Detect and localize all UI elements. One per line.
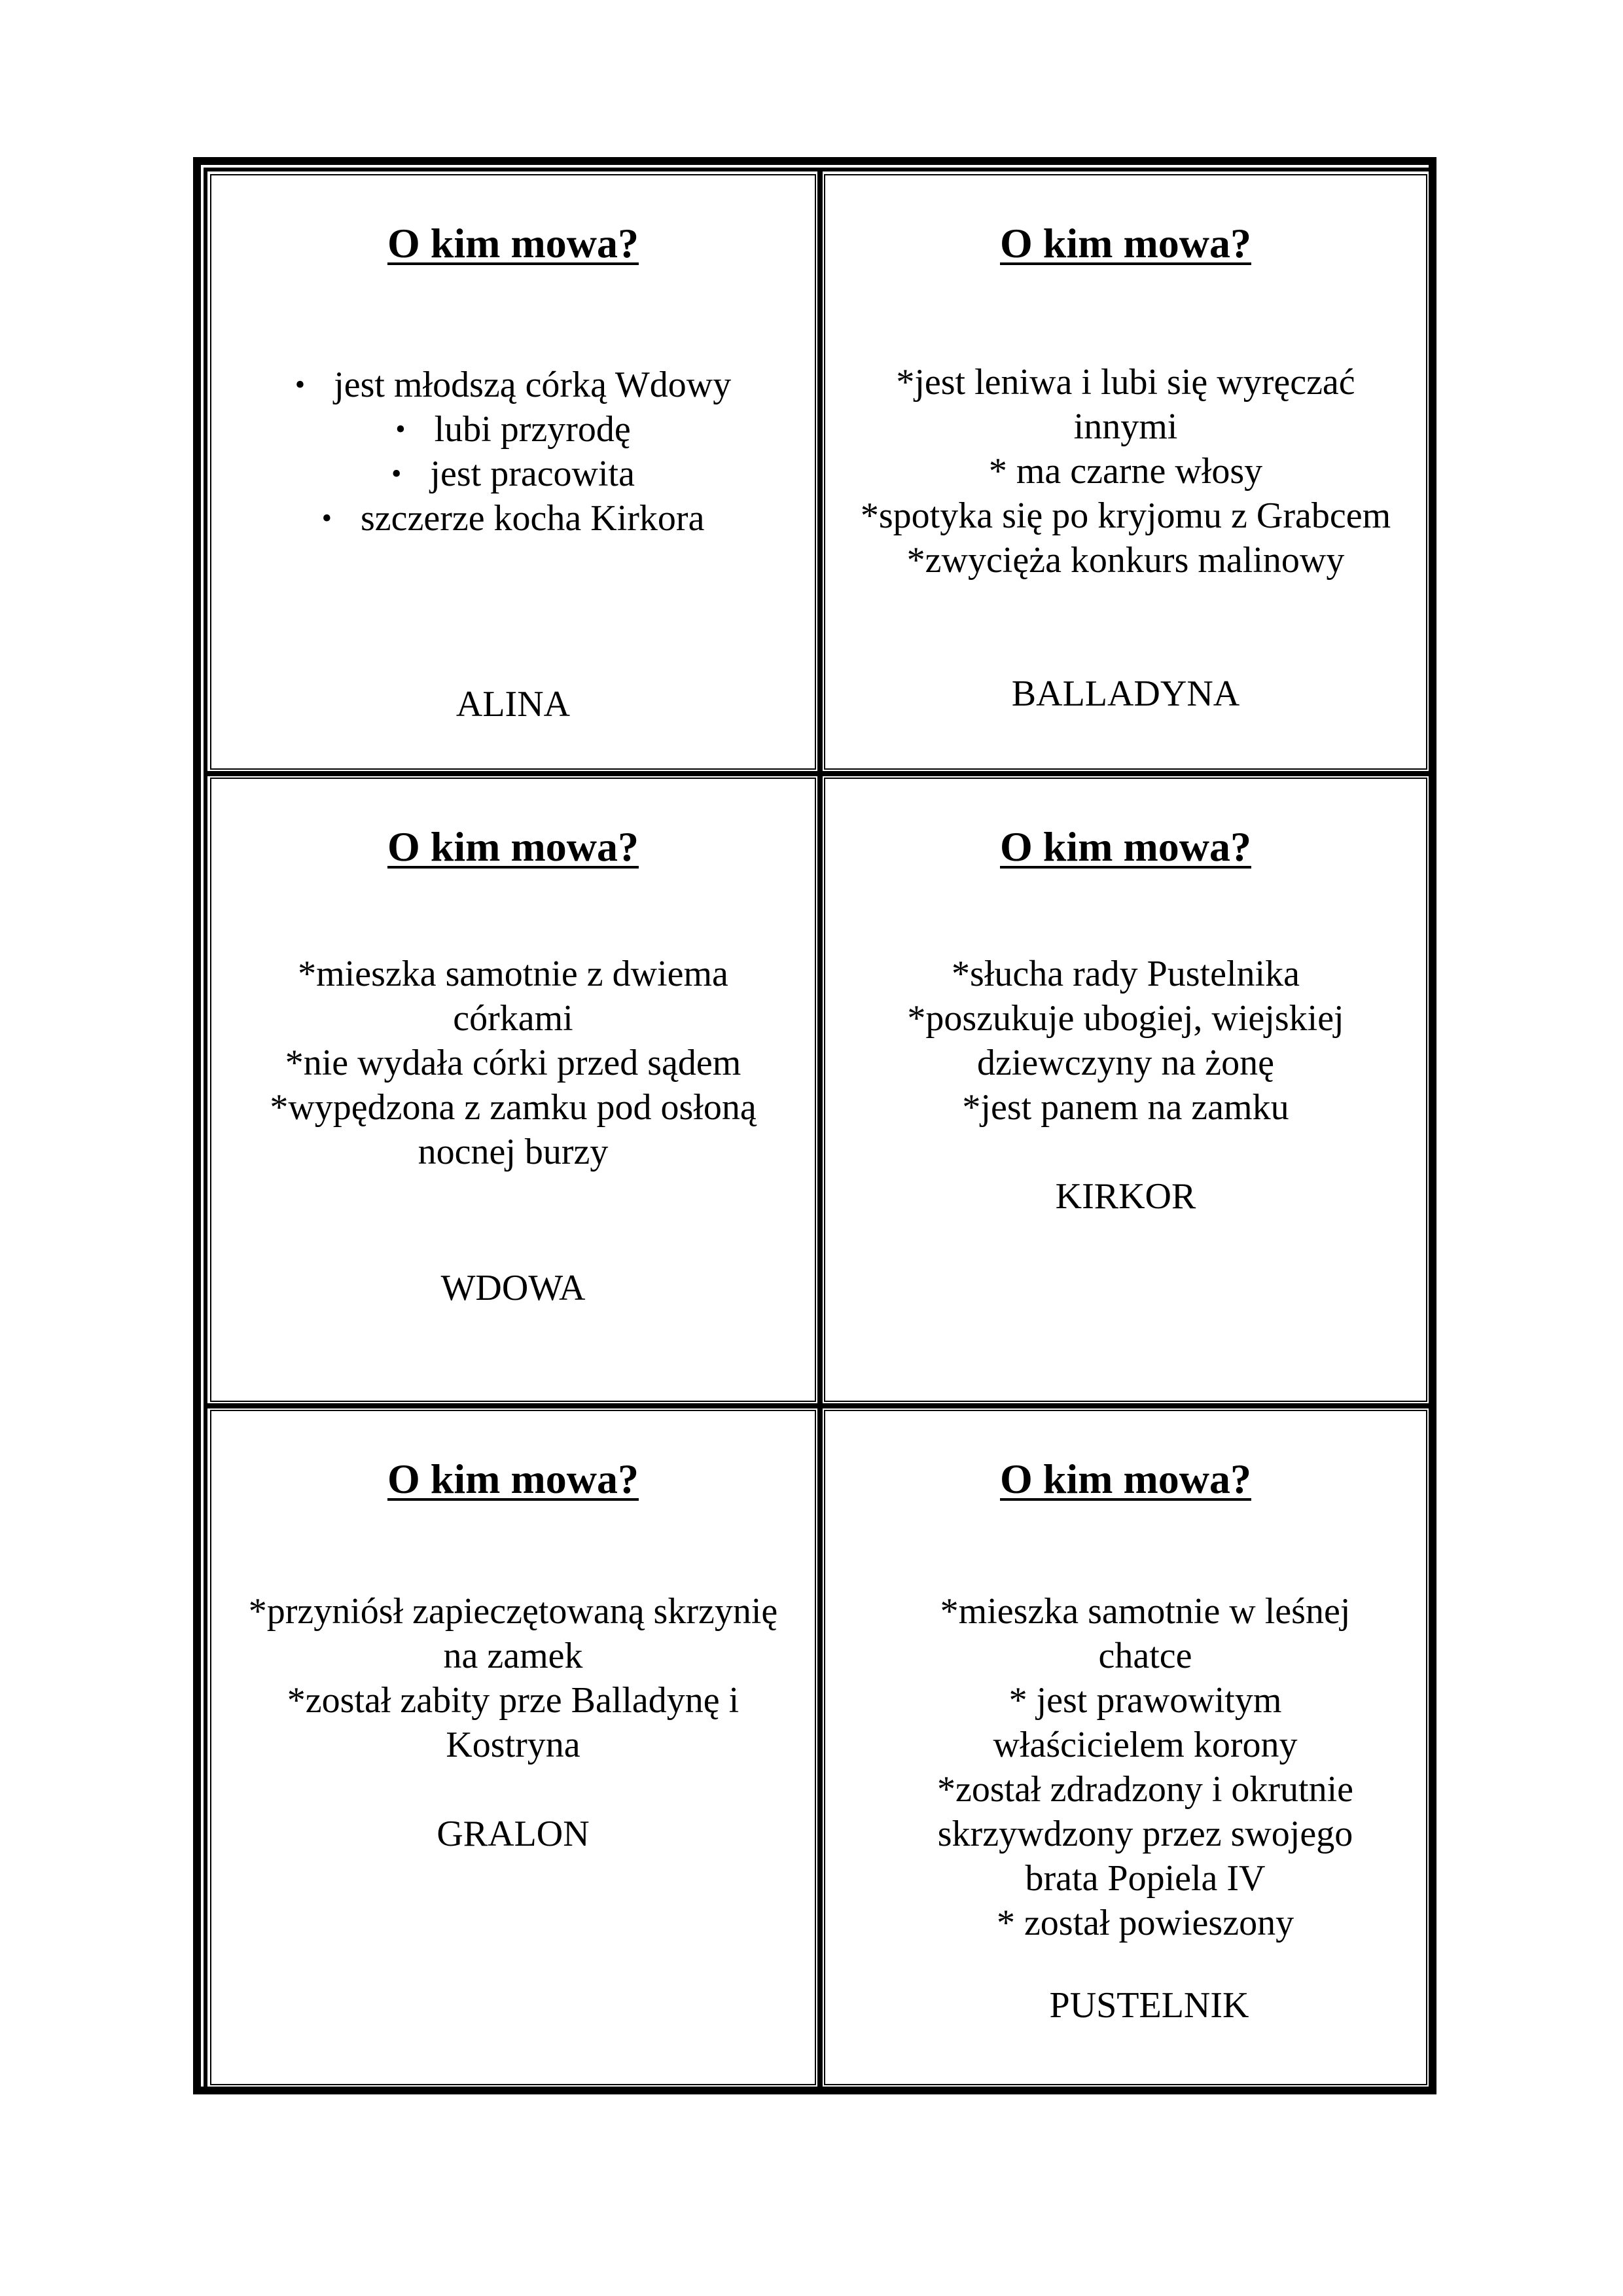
- card-title: O kim mowa?: [1000, 823, 1251, 870]
- card-pustelnik: [824, 1410, 1427, 2085]
- clue-list: [825, 952, 1426, 1130]
- clue-item: *mieszka samotnie z dwiema: [298, 954, 728, 994]
- clue-item: * ma czarne włosy: [988, 451, 1263, 492]
- card-balladyna: [824, 174, 1427, 770]
- clue-item: *przyniósł zapieczętowaną skrzynię: [248, 1591, 778, 1632]
- clue-item: *zwycięża konkurs malinowy: [906, 540, 1345, 581]
- clue-item: *wypędzona z zamku pod osłoną: [270, 1087, 757, 1128]
- clue-item: dziewczyny na żonę: [977, 1043, 1274, 1083]
- clue-item: skrzywdzony przez swojego: [937, 1814, 1353, 1854]
- card-title: O kim mowa?: [1000, 220, 1251, 266]
- card-title: O kim mowa?: [387, 823, 639, 870]
- card-title: O kim mowa?: [387, 220, 639, 266]
- card-answer: KIRKOR: [1055, 1176, 1196, 1217]
- clue-item: *jest panem na zamku: [962, 1087, 1289, 1128]
- clue-item: właścicielem korony: [993, 1725, 1298, 1765]
- card-answer: WDOWA: [440, 1268, 586, 1308]
- card-title: O kim mowa?: [1000, 1456, 1251, 1502]
- clue-item: na zamek: [443, 1636, 583, 1676]
- clue-item: brata Popiela IV: [1025, 1858, 1266, 1899]
- card-wdowa: [210, 778, 816, 1402]
- clue-item: *został zabity prze Balladynę i: [287, 1680, 740, 1721]
- clue-item: *słucha rady Pustelnika: [952, 954, 1300, 994]
- clue-item: *spotyka się po kryjomu z Grabcem: [860, 495, 1391, 536]
- clue-item: • jest pracowita: [211, 452, 815, 496]
- card-answer: BALLADYNA: [1011, 673, 1240, 714]
- clue-item: córkami: [453, 998, 573, 1039]
- clue-list: [825, 360, 1426, 583]
- clue-list: [825, 1589, 1426, 1945]
- card-answer: PUSTELNIK: [1049, 1985, 1249, 2026]
- clue-item: * został powieszony: [996, 1903, 1294, 1943]
- card-answer: ALINA: [455, 684, 571, 725]
- card-sheet: [193, 157, 1436, 2094]
- clue-item: nocnej burzy: [418, 1132, 609, 1172]
- clue-list: [211, 363, 815, 541]
- card-alina: [210, 174, 816, 770]
- clue-item: • jest młodszą córką Wdowy: [211, 363, 815, 407]
- clue-item: *mieszka samotnie w leśnej: [940, 1591, 1351, 1632]
- clue-item: innymi: [1073, 406, 1178, 447]
- card-kirkor: [824, 778, 1427, 1402]
- clue-item: *jest leniwa i lubi się wyręczać: [896, 362, 1355, 403]
- clue-list: [211, 1589, 815, 1767]
- card-title: O kim mowa?: [387, 1456, 639, 1502]
- clue-item: *poszukuje ubogiej, wiejskiej: [907, 998, 1344, 1039]
- clue-item: chatce: [1098, 1636, 1192, 1676]
- clue-item: *został zdradzony i okrutnie: [936, 1769, 1353, 1810]
- card-answer: GRALON: [437, 1814, 590, 1854]
- clue-item: • szczerze kocha Kirkora: [211, 496, 815, 541]
- clue-list: [211, 952, 815, 1174]
- card-gralon: [210, 1410, 816, 2085]
- clue-item: Kostryna: [446, 1725, 580, 1765]
- clue-item: *nie wydała córki przed sądem: [285, 1043, 741, 1083]
- clue-item: * jest prawowitym: [1008, 1680, 1282, 1721]
- clue-item: • lubi przyrodę: [211, 407, 815, 452]
